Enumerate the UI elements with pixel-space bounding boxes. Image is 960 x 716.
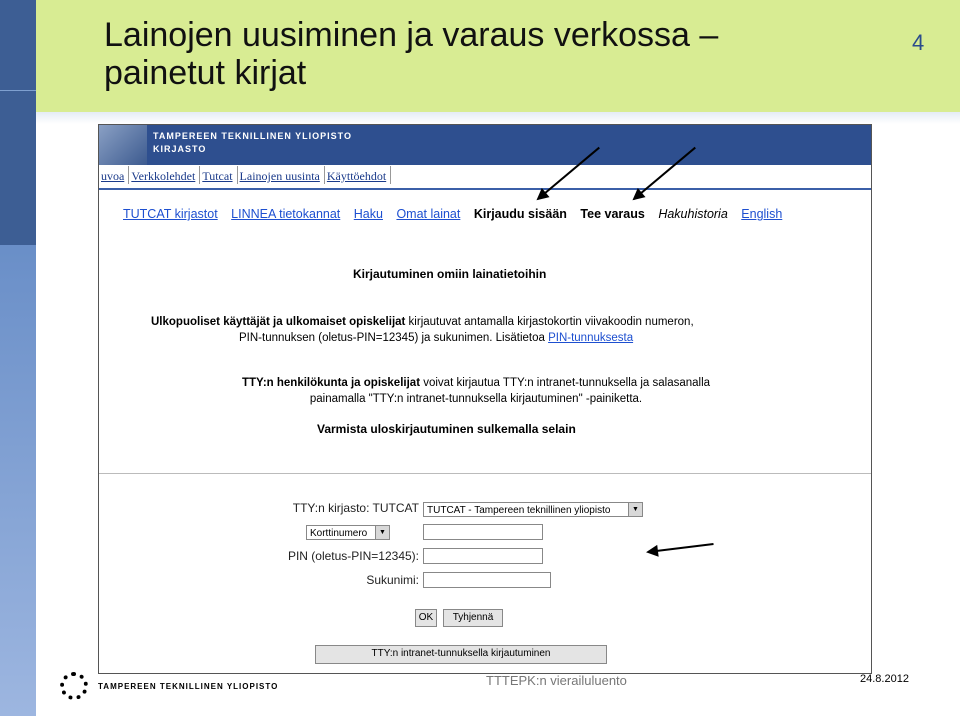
banner-dept: KIRJASTO bbox=[153, 144, 207, 154]
topnav-item[interactable]: uvoa bbox=[99, 166, 129, 184]
para1-bold: Ulkopuoliset käyttäjät ja ulkomaiset opiskelijat bbox=[151, 316, 406, 328]
card-number-input[interactable] bbox=[423, 524, 543, 540]
surname-input[interactable] bbox=[423, 572, 551, 588]
slide-title-line2: painetut kirjat bbox=[104, 54, 307, 92]
para2-bold: TTY:n henkilökunta ja opiskelijat bbox=[241, 377, 421, 389]
footer-date: 24.8.2012 bbox=[860, 673, 909, 685]
slide-title-line1: Lainojen uusiminen ja varaus verkossa – bbox=[104, 16, 719, 54]
sub-nav bbox=[123, 207, 792, 221]
gear-logo-icon bbox=[60, 672, 88, 700]
banner-org: TAMPEREEN TEKNILLINEN YLIOPISTO bbox=[153, 131, 353, 141]
chevron-down-icon: ▼ bbox=[628, 503, 642, 516]
pin-input[interactable] bbox=[423, 548, 543, 564]
slide-title bbox=[104, 16, 864, 92]
para1-line2: PIN-tunnuksen (oletus-PIN=12345) ja sukunimen. Lisätietoa bbox=[239, 332, 549, 344]
para2-rest: voivat kirjautua TTY:n intranet-tunnuksella ja salasanalla bbox=[420, 377, 711, 389]
subnav-tee-varaus[interactable]: Tee varaus bbox=[580, 207, 645, 221]
subnav-haku-link[interactable]: Haku bbox=[353, 207, 383, 221]
subnav-english-link[interactable]: English bbox=[741, 207, 783, 221]
pin-info-link[interactable]: PIN-tunnuksesta bbox=[548, 332, 634, 344]
left-decor-dark bbox=[0, 0, 36, 245]
gradient-band bbox=[36, 112, 960, 124]
topnav-item[interactable]: Käyttöehdot bbox=[325, 166, 391, 184]
logout-notice: Varmista uloskirjautuminen sulkemalla selain bbox=[317, 422, 576, 436]
library-select-value: TUTCAT - Tampereen teknillinen yliopisto bbox=[427, 505, 611, 516]
library-banner bbox=[99, 125, 871, 165]
topnav-item[interactable]: Tutcat bbox=[200, 166, 237, 184]
subnav-linnea-link[interactable]: LINNEA tietokannat bbox=[231, 207, 341, 221]
subnav-kirjaudu[interactable]: Kirjaudu sisään bbox=[473, 207, 567, 221]
subnav-hakuhistoria[interactable]: Hakuhistoria bbox=[658, 207, 728, 221]
banner-photo bbox=[99, 125, 147, 165]
card-type-value: Korttinumero bbox=[310, 528, 368, 539]
divider bbox=[99, 473, 871, 474]
footer-org: TAMPEREEN TEKNILLINEN YLIOPISTO bbox=[98, 682, 279, 691]
topnav-item[interactable]: Verkkolehdet bbox=[129, 166, 200, 184]
para1-rest: kirjautuvat antamalla kirjastokortin viivakoodin numeron, bbox=[405, 316, 694, 328]
intranet-login-button[interactable]: TTY:n intranet-tunnuksella kirjautuminen bbox=[315, 645, 607, 664]
library-select[interactable] bbox=[423, 502, 643, 517]
subnav-omat-lainat-link[interactable]: Omat lainat bbox=[396, 207, 461, 221]
login-heading: Kirjautuminen omiin lainatietoihin bbox=[353, 267, 547, 281]
library-screenshot bbox=[98, 124, 872, 674]
chevron-down-icon: ▼ bbox=[375, 526, 389, 539]
subnav-tutcat-link[interactable]: TUTCAT kirjastot bbox=[123, 207, 218, 221]
ok-button[interactable]: OK bbox=[415, 609, 437, 627]
external-users-text bbox=[151, 314, 791, 346]
surname-label: Sukunimi: bbox=[366, 573, 419, 587]
para2-line2: painamalla "TTY:n intranet-tunnuksella kirjautuminen" -painiketta. bbox=[309, 393, 643, 405]
card-type-select[interactable] bbox=[306, 525, 390, 540]
topnav-item[interactable]: Lainojen uusinta bbox=[238, 166, 325, 184]
clear-button[interactable]: Tyhjennä bbox=[443, 609, 503, 627]
top-nav bbox=[99, 166, 871, 190]
left-decor-bar bbox=[0, 0, 36, 716]
pin-label: PIN (oletus-PIN=12345): bbox=[287, 549, 419, 563]
footer-center-text: TTTEPK:n vierailuluento bbox=[486, 673, 627, 688]
slide-number: 4 bbox=[912, 30, 925, 55]
library-label: TTY:n kirjasto: TUTCAT bbox=[292, 501, 419, 515]
staff-text bbox=[196, 375, 756, 407]
